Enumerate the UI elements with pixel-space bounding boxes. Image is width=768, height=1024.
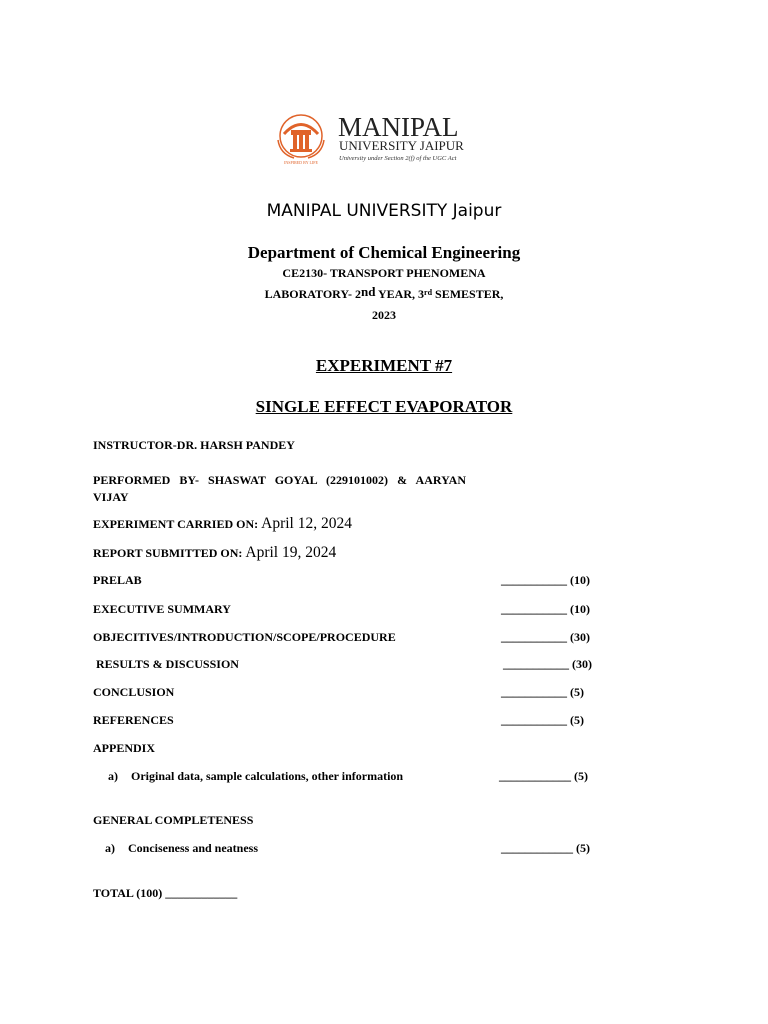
grading-item-label: RESULTS & DISCUSSION [93,657,239,671]
experiment-number: EXPERIMENT #7 [315,356,453,375]
grading-row-conclusion [93,685,613,701]
carried-on-label: EXPERIMENT CARRIED ON: [93,517,262,531]
carried-on-date: April 12, 2024 [261,515,352,532]
carried-on-line [93,515,352,533]
grading-row-references [93,713,613,729]
general-completeness-heading: GENERAL COMPLETENESS [93,813,254,827]
svg-text:UNIVERSITY JAIPUR: UNIVERSITY JAIPUR [339,138,464,153]
submitted-on-date: April 19, 2024 [245,544,337,561]
appendix-item-label [108,769,403,784]
grading-item-label: PRELAB [93,573,142,587]
general-item-label [105,841,258,856]
performed-by-line: PERFORMED BY- SHASWAT GOYAL (229101002) & AARYAN VIJAY [93,473,466,504]
grading-row-executive-summary [93,602,613,618]
submitted-on-line [93,544,336,562]
grading-score: ____________ (5) [501,841,590,855]
university-name: MANIPAL UNIVERSITY Jaipur [266,201,502,221]
grading-score: ___________ (30) [503,657,592,671]
grading-row-prelab [93,573,613,589]
instructor-line: INSTRUCTOR-DR. HARSH PANDEY [93,438,295,452]
svg-text:University under Section 2(f): University under Section 2(f) of the UGC Act [339,155,457,162]
year-mid: YEAR, 3 [375,287,425,301]
grading-item-label: CONCLUSION [93,685,175,699]
semester-label: SEMESTER, [432,287,504,301]
grading-score: ___________ (10) [501,602,590,616]
general-item-a [93,841,613,857]
grading-item-label: EXECUTIVE SUMMARY [93,602,231,616]
grading-row-results [93,657,613,673]
university-logo [274,110,506,166]
item-text: Original data, sample calculations, other information [131,769,404,783]
grading-row-appendix [93,741,613,757]
department-heading: Department of Chemical Engineering [247,243,521,262]
grading-score: ___________ (30) [501,630,590,644]
grading-item-label: OBJECITIVES/INTRODUCTION/SCOPE/PROCEDURE [93,630,396,644]
item-marker: a) [105,841,115,855]
grading-item-label: REFERENCES [93,713,174,727]
grading-score: ___________ (10) [501,573,590,587]
svg-text:INSPIRED BY LIFE: INSPIRED BY LIFE [284,160,318,165]
academic-year: 2023 [372,308,396,322]
appendix-item-a [93,769,613,785]
item-marker: a) [108,769,118,783]
grading-score: ____________ (5) [499,769,588,783]
lab-year-line [0,286,768,302]
grading-score: ___________ (5) [501,713,584,727]
course-line: CE2130- TRANSPORT PHENOMENA [282,266,486,280]
total-score-line: TOTAL (100) ____________ [93,886,238,900]
submitted-on-label: REPORT SUBMITTED ON: [93,546,246,560]
lab-prefix: LABORATORY- 2 [264,287,361,301]
semester-suffix: rd [424,288,433,297]
grading-row-objectives [93,630,613,646]
svg-text:MANIPAL: MANIPAL [338,112,459,142]
item-text: Conciseness and neatness [128,841,259,855]
grading-item-label: APPENDIX [93,741,155,755]
year-suffix: nd [360,284,376,299]
grading-score: ___________ (5) [501,685,584,699]
experiment-title: SINGLE EFFECT EVAPORATOR [255,397,513,416]
